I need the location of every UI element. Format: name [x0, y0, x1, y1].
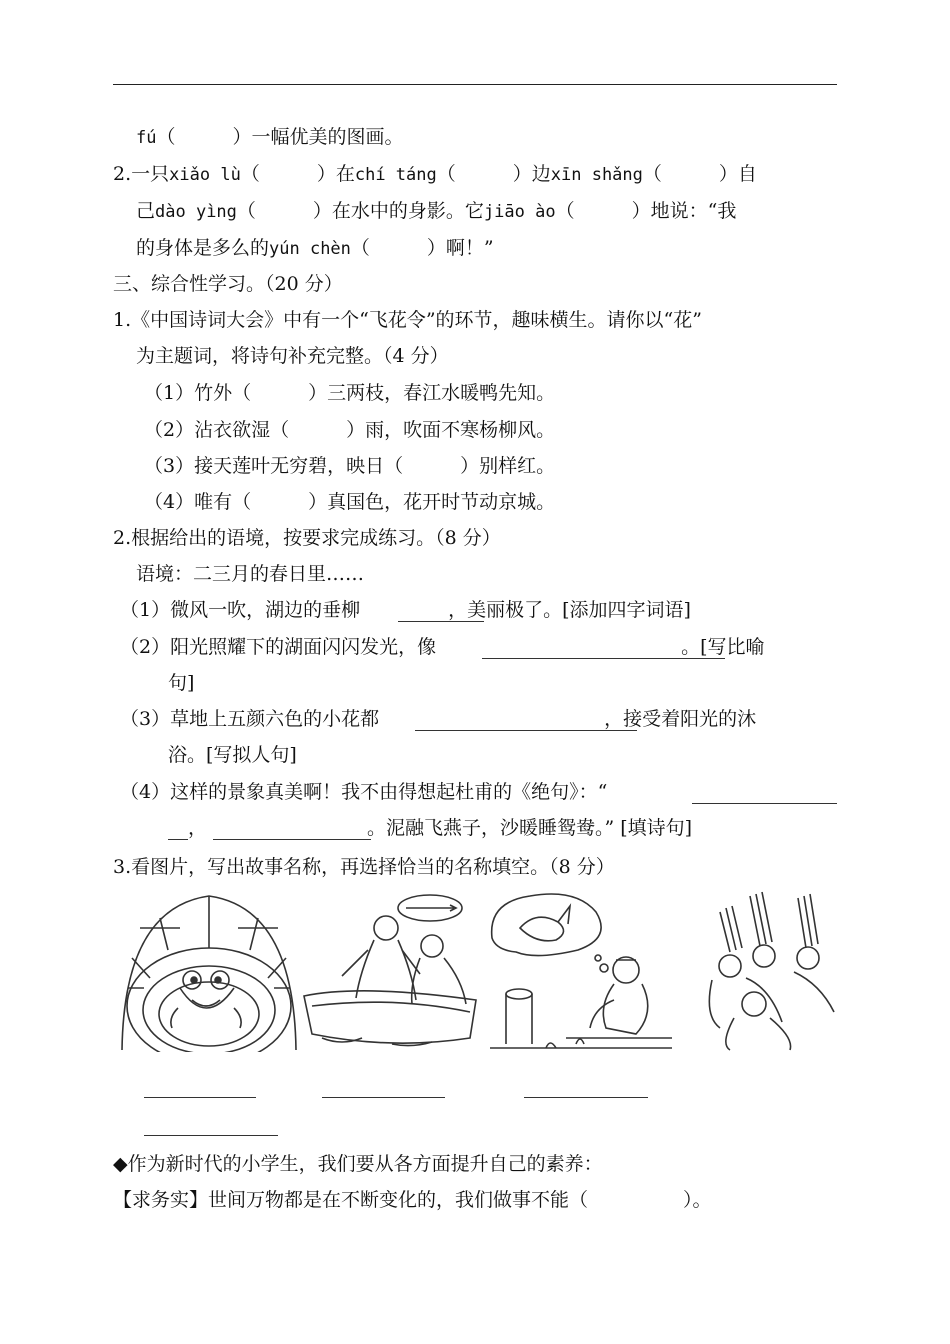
pinyin: chí táng: [354, 165, 437, 185]
stump-rabbit-illustration: [486, 888, 676, 1052]
answer-line[interactable]: [415, 730, 637, 731]
answer-blank[interactable]: （ ）: [156, 126, 252, 148]
answer-blank[interactable]: （ ）: [555, 200, 651, 222]
poem-item[interactable]: （1）竹外（ ）三两枝，春江水暖鸭先知。: [144, 382, 556, 404]
answer-blank[interactable]: （ ）: [642, 163, 738, 185]
footer-intro: ◆作为新时代的小学生，我们要从各方面提升自己的素养：: [113, 1153, 603, 1175]
answer-line[interactable]: [168, 839, 188, 840]
picture-yu-players: [690, 888, 838, 1052]
q2-item-3: （3）草地上五颜六色的小花都 ，接受着阳光的沐: [120, 708, 757, 730]
answer-blank[interactable]: （ ）: [350, 237, 446, 259]
pinyin: jiāo ào: [483, 202, 556, 222]
q2-item-3-cont: 浴。[写拟人句]: [168, 744, 297, 766]
q3-title: 3.看图片，写出故事名称，再选择恰当的名称填空。（8 分）: [113, 856, 615, 878]
q2-item-2: （2）阳光照耀下的湖面闪闪发光，像 。[写比喻: [120, 636, 765, 658]
item-text[interactable]: 世间万物都是在不断变化的，我们做事不能（ ）。: [208, 1189, 712, 1211]
pinyin: yún chèn: [269, 239, 351, 259]
story-name-blank-3[interactable]: [524, 1097, 648, 1098]
q2-item-2-cont: 句]: [168, 672, 195, 694]
answer-line[interactable]: [482, 658, 725, 659]
pinyin-line-4: 的身体是多么的yún chèn（ ）啊！”: [136, 237, 494, 259]
picture-frog-in-well: [120, 888, 298, 1052]
answer-line[interactable]: [692, 803, 837, 804]
answer-blank[interactable]: （ ）: [240, 163, 336, 185]
section-title: 三、综合性学习。（20 分）: [113, 273, 343, 295]
pinyin-line-3: 己dào yìng（ ）在水中的身影。它jiāo ào（ ）地说：“我: [136, 200, 737, 222]
picture-waiting-by-stump: [486, 888, 676, 1052]
boat-sword-illustration: [302, 888, 478, 1052]
poem-item[interactable]: （4）唯有（ ）真国色，花开时节动京城。: [144, 491, 556, 513]
header-rule: [113, 84, 837, 85]
item-tag: 【求务实】: [113, 1189, 209, 1211]
pinyin: dào yìng: [155, 202, 237, 222]
q2-item-4-cont: ， 。泥融飞燕子，沙暖睡鸳鸯。” [填诗句]: [188, 817, 693, 839]
pinyin: fú: [136, 128, 157, 148]
answer-blank[interactable]: （ ）: [436, 163, 532, 185]
poem-item[interactable]: （2）沾衣欲湿（ ）雨，吹面不寒杨柳风。: [144, 419, 556, 441]
q2-item-4: （4）这样的景象真美啊！我不由得想起杜甫的《绝句》：“: [120, 781, 608, 803]
pinyin: xīn shǎng: [550, 165, 643, 185]
q2-context: 语境：二三月的春日里……: [136, 563, 365, 585]
picture-mark-the-boat: [302, 888, 478, 1052]
answer-line[interactable]: [213, 839, 371, 840]
answer-line[interactable]: [398, 621, 484, 622]
pinyin-line-1: fú（ ）一幅优美的图画。: [136, 126, 404, 148]
poem-item[interactable]: （3）接天莲叶无穷碧，映日（ ）别样红。: [144, 455, 556, 477]
answer-blank[interactable]: （ ）: [236, 200, 332, 222]
q1-line-2: 为主题词，将诗句补充完整。（4 分）: [136, 345, 449, 367]
story-name-blank-1[interactable]: [144, 1097, 256, 1098]
q2-title: 2.根据给出的语境，按要求完成练习。（8 分）: [113, 527, 501, 549]
pinyin-line-2: 2.一只xiǎo lù（ ）在chí táng（ ）边xīn shǎng（ ）自: [113, 163, 757, 185]
musicians-illustration: [690, 888, 838, 1052]
frog-in-well-illustration: [120, 888, 298, 1052]
story-name-blank-4[interactable]: [144, 1135, 278, 1136]
footer-item: [113, 1187, 712, 1213]
story-name-blank-2[interactable]: [322, 1097, 445, 1098]
q2-item-1: （1）微风一吹，湖边的垂柳 ，美丽极了。[添加四字词语]: [120, 599, 691, 621]
q1-line-1: 1.《中国诗词大会》中有一个“飞花令”的环节，趣味横生。请你以“花”: [113, 309, 702, 331]
pinyin: xiǎo lù: [169, 165, 241, 185]
